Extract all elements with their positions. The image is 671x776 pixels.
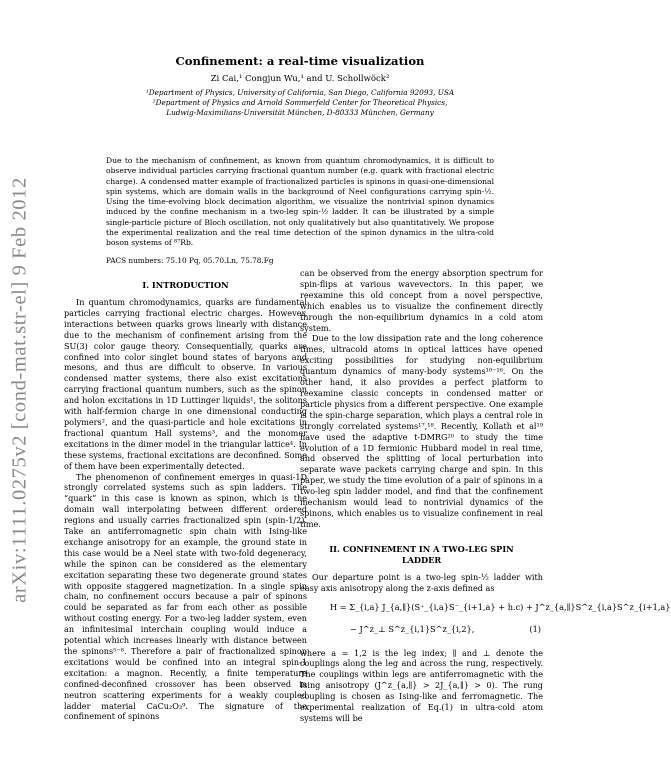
arxiv-stamp-text: arXiv:1111.0275v2 [cond-mat.str-el] 9 Feb 2012 (8, 177, 31, 603)
affiliation-2: ²Department of Physics and Arnold Sommerfeld Center for Theoretical Physics, (152, 98, 448, 107)
section-heading-confinement (300, 544, 543, 566)
section-heading-line-1: II. CONFINEMENT IN A TWO-LEG SPIN (329, 543, 514, 554)
section2-after-equation: where a = 1,2 is the leg index; ∥ and ⊥ denote the couplings along the leg and across the rung, respectively. The couplings within legs are antiferromagnetic with the Ising anisotropy (J^z_{a,∥} > 2J_{a,∥} > 0). The rung coupling is chosen as Ising-like and ferromagnetic. The experimental realization of Eq.(1) in ultra-cold atom systems will be (300, 647, 543, 723)
arxiv-stamp (0, 160, 40, 620)
section-heading-line-2: LADDER (401, 554, 442, 565)
intro-paragraph-1: In quantum chromodynamics, quarks are fundamental particles carrying fractional electric charges. However, interactions between quarks grows linearly with distance due to the mechanism of confinement arising from the SU(3) color gauge theory. Consequentially, quarks are confined into color singlet bound states of baryons and mesons, and thus are difficult to observe. In various condensed matter systems, there also exist excitations carrying fractional quantum numbers, such as the spinon and holon excitations in 1D Luttinger liquids¹, the solitons with half-fermion charge in one dimensional conducting polymers², and the quasi-particle and hole excitations in fractional quantum Hall systems³, and the monomer excitations in the dimer model in the triangular lattice⁴. In these systems, fractional excitations are deconfined. Some of them have been experimentally detected. (64, 297, 307, 471)
intro-paragraph-2: The phenomenon of confinement emerges in quasi-1D strongly correlated systems such as spin ladders. The “quark” in this case is known as spinon, which is the domain wall interpolating between different ordered regions and usually carries fractionalized spin (spin-1/2). Take an antiferromagnetic spin chain with Ising-like exchange anisotropy for an example, the ground state in this case would be a Neel state with two-fold degeneracy, while the spinon can be considered as the elementary excitation separating these two degenerate ground states with opposite staggered magnetization. In a single spin chain, no confinement occurs because a pair of spinons could be separated as far from each other as possible without costing energy. For a two-leg ladder system, even an infinitesimal interchain coupling would induce a potential which increases linearly with distance between the spinons⁵⁻⁸. Therefore a pair of fractionalized spinon excitations would be confined into an integral spin-1 excitation: a magnon. Recently, a finite temperature confined-deconfined crossover has been observed in neutron scattering experiments for a weakly coupled ladder material CaCu₂O₃⁹. The signature of the confinement of spinons (64, 471, 307, 722)
left-column (64, 280, 307, 722)
right-paragraph-1: can be observed from the energy absorption spectrum for spin-flips at various wavevectors. In this paper, we reexamine this old concept from a novel perspective, which enables us to visualize the confinement directly through the non-equilibrium dynamics in a cold atom system. (300, 268, 543, 333)
pacs-numbers: PACS numbers: 75.10 Pq, 05.70.Ln, 75.78.Fg (106, 256, 274, 265)
affiliation-1: ¹Department of Physics, University of California, San Diego, California 92093, USA (145, 88, 455, 97)
right-column (300, 268, 671, 724)
affiliation-3: Ludwig-Maximilians-Universität München, D-80333 München, Germany (166, 108, 434, 117)
equation-number: (1) (529, 623, 541, 634)
paper-title: Confinement: a real-time visualization (175, 54, 425, 68)
abstract: Due to the mechanism of confinement, as known from quantum chromodynamics, it is difficult to observe individual particles carrying fractional quantum number (e.g. quark with fractional electric charge). A condensed matter example of fractionalized particles is spinons in quasi-one-dimensional spin systems, which are domain walls in the background of Neel configurations carrying spin-½. Using the time-evolving block decimation algorithm, we visualize the nontrivial spinon dynamics induced by the confine mechanism in a two-leg spin-½ ladder. It can be illustrated by a simple single-particle picture of Bloch oscillation, not only qualitatively but also quantitatively. We propose the experimental realization and the real time detection of the spinon dynamics in the ultra-cold boson systems of ⁸⁷Rb. (106, 156, 494, 248)
section-heading-introduction: I. INTRODUCTION (142, 280, 229, 290)
author-list: Zi Cai,¹ Congjun Wu,¹ and U. Schollwöck² (210, 74, 390, 84)
section2-intro: Our departure point is a two-leg spin-½ ladder with easy axis anisotropy along the z-axis defined as (300, 571, 543, 593)
right-paragraph-2: Due to the low dissipation rate and the long coherence times, ultracold atoms in optical lattices have opened exciting possibilities for studying non-equilibrium quantum dynamics of many-body systems¹⁰⁻¹⁶. On the other hand, it also provides a perfect platform to reexamine classic concepts in condensed matter or particle physics from a different perspective. One example is the spin-charge separation, which plays a central role in strongly correlated systems¹⁷,¹⁸. Recently, Kollath et al¹⁹ have used the adaptive t-DMRG²⁰ to study the time evolution of a 1D fermionic Hubbard model in real time, and observed the splitting of local perturbation into separate wave packets carrying charge and spin. In this paper, we study the time evolution of a pair of spinons in a two-leg spin ladder model, and find that the confinement mechanism would lead to nontrivial dynamics of the spinons, which enables us to visualize confinement in real time. (300, 333, 543, 529)
equation-line-1: H = Σ_{i,a} J_{a,∥}(S⁺_{i,a}S⁻_{i+1,a} + h.c) + J^z_{a,∥}S^z_{i,a}S^z_{i+1,a} (330, 601, 671, 612)
equation-line-2: − J^z_⊥ S^z_{i,1}S^z_{i,2}, (350, 623, 475, 634)
equation-1 (300, 600, 671, 644)
